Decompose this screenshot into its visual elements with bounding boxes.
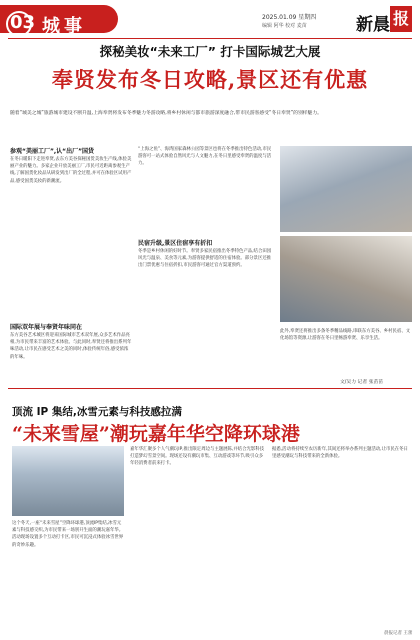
story1-kicker: 探秘美妆“未来工厂” 打卡国际城艺大展 bbox=[99, 44, 321, 59]
editor-credits: 编辑 阿华 校对 麦苗 bbox=[262, 23, 307, 29]
logo-text: 新晨 bbox=[356, 15, 390, 35]
header-rule bbox=[8, 38, 412, 39]
story1-column-c: 冬季是乡村休闲的好时节。奉贤多家民宿推出冬季特色产品,结合田园风光与温泉、美食等元素,为游客提供舒适的住宿体验。部分景区还推出门票优惠与住宿折扣,市民游客可通过官方渠道预约。 bbox=[138, 249, 272, 269]
story2-column-c: 据悉,活动将持续至农历新年,其间还将举办系列主题活动,让市民在冬日里感受潮玩与科技带来的全新体验。 bbox=[272, 447, 408, 460]
section-tab bbox=[0, 5, 118, 37]
page-header bbox=[0, 0, 420, 38]
story1-column-e: 此外,奉贤还将推出多条冬季精品线路,串联东方美谷、乡村民宿、文化场馆等资源,让游客在冬日里畅游奉贤、乐享生活。 bbox=[280, 329, 411, 342]
masthead-logo bbox=[356, 6, 414, 36]
story1-subhead-1: 参观“美丽工厂”,认“出厂”国货 bbox=[10, 148, 95, 155]
section-name: 城事 bbox=[42, 16, 86, 37]
story2-photo bbox=[12, 446, 124, 516]
logo-red-block: 报 bbox=[390, 6, 412, 32]
story2-kicker: 顶流 IP 集结,冰雪元素与科技感拉满 bbox=[12, 406, 182, 418]
story2-column-b: 嘉年华汇聚多个人气潮玩IP,推出限定周边与主题展陈,并结合光影科技打造梦幻雪景空间。现场还设有潮玩市集、互动游戏等环节,吸引众多年轻消费者前来打卡。 bbox=[130, 447, 265, 467]
issue-date: 2025.01.09 星期四 bbox=[262, 14, 317, 21]
story1-headline: 奉贤发布冬日攻略,景区还有优惠 bbox=[51, 67, 369, 92]
story1-lead: 随着“城美之城”旅游城市建设不断升温,上海奉贤将发布冬季魅力冬游攻略,将乡村休闲与都市旅游深度融合,带市民游客感受“冬日奉贤”的别样魅力。 bbox=[10, 111, 322, 116]
story-divider bbox=[8, 388, 412, 389]
story1-column-d: “上海之鱼”、海湾国家森林公园等景区也将在冬季推出特色活动,市民游客可一站式体验自然风光与人文魅力,在冬日里感受奉贤的温度与活力。 bbox=[138, 147, 272, 167]
story1-photo-top bbox=[280, 146, 412, 232]
story1-photo-bottom bbox=[280, 236, 412, 322]
story1-byline: 文/吴力 记者 张苗苗 bbox=[340, 380, 384, 385]
story1-column-a: 在冬日暖阳下走进奉贤,去东方美谷探秘国货美妆生产线,体验美丽产业的魅力。多家企业开放美丽工厂,市民可近距离参观生产线,了解国货化妆品从研发到出厂的全过程,并可在体验区试用产品,感受国货美妆的新潮流。 bbox=[10, 157, 132, 184]
story2-headline: “未来雪屋”潮玩嘉年华空降环球港 bbox=[12, 423, 300, 445]
story1-subhead-2: 国际双年展与奉贤年味同在 bbox=[10, 324, 83, 331]
story2-byline: 晨报记者 王蕾 bbox=[384, 631, 413, 636]
story2-column-a: 这个冬天,一座“未来雪屋”空降环球港,顶流IP集结,冰雪元素与科技感交织,为市民带来一场别开生面的潮玩嘉年华。活动现场设置多个互动打卡区,市民可沉浸式体验冰雪世界的奇妙乐趣。 bbox=[12, 521, 124, 548]
section-number: 03 bbox=[10, 12, 36, 33]
story1-subhead-3: 民宿升级,景区住宿享有折扣 bbox=[138, 240, 213, 247]
story1-column-b: 东方美谷艺术城区将迎来国际城市艺术双年展,众多艺术作品亮相,为市民带来丰富的艺术体验。与此同时,奉贤还将推出系列年味活动,让市民在感受艺术之美的同时,体验传统年俗,感受浓浓的年味。 bbox=[10, 333, 132, 360]
